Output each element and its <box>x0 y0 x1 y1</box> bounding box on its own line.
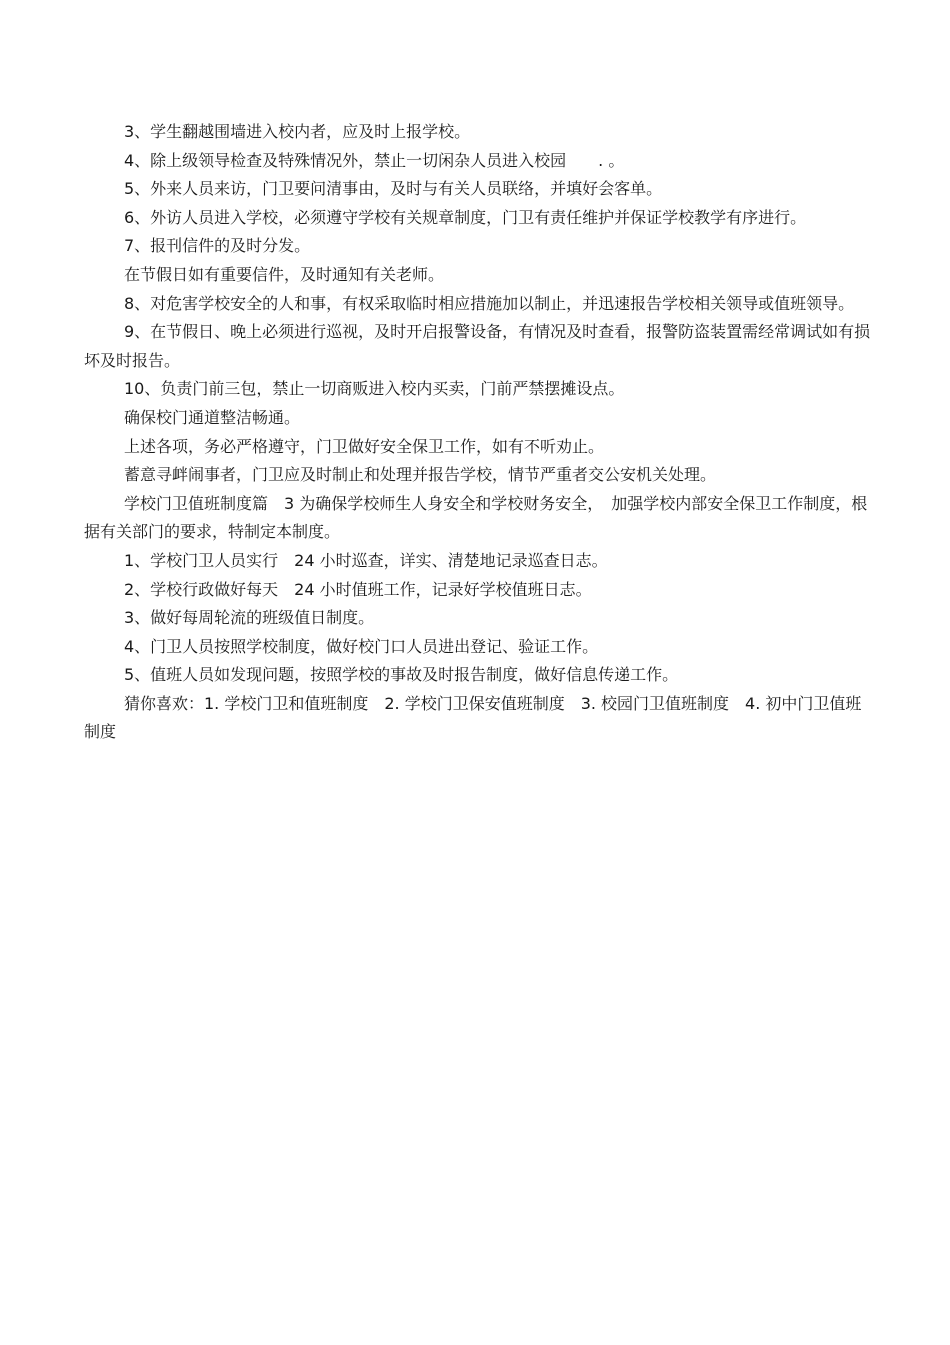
paragraph-duty-3: 3、做好每周轮流的班级值日制度。 <box>124 608 375 628</box>
document-body <box>84 118 874 747</box>
paragraph-item-9: 9、在节假日、晚上必须进行巡视，及时开启报警设备，有情况及时查看，报警防盗装置需经常调试如有损坏及时报告。 <box>84 322 871 370</box>
paragraph-holiday-mail: 在节假日如有重要信件，及时通知有关老师。 <box>124 264 445 284</box>
paragraph-item-10: 10、负责门前三包，禁止一切商贩进入校内买卖，门前严禁摆摊设点。 <box>124 379 625 399</box>
paragraph-duty-5: 5、值班人员如发现问题，按照学校的事故及时报告制度，做好信息传递工作。 <box>124 665 679 685</box>
paragraph-duty-4: 4、门卫人员按照学校制度，做好校门口人员进出登记、验证工作。 <box>124 636 599 656</box>
paragraph-item-6: 6、外访人员进入学校，必须遵守学校有关规章制度，门卫有责任维护并保证学校教学有序进行。 <box>124 207 807 227</box>
paragraph-item-8: 8、对危害学校安全的人和事，有权采取临时相应措施加以制止，并迅速报告学校相关领导或值班领导。 <box>124 293 855 313</box>
paragraph-recommendations: 猜你喜欢：1. 学校门卫和值班制度 2. 学校门卫保安值班制度 3. 校园门卫值班制度 4. 初中门卫值班制度 <box>84 693 862 742</box>
paragraph-troublemakers: 蓄意寻衅闹事者，门卫应及时制止和处理并报告学校，情节严重者交公安机关处理。 <box>124 465 717 485</box>
paragraph-duty-1: 1、学校门卫人员实行 24 小时巡查，详实、清楚地记录巡查日志。 <box>124 550 608 570</box>
paragraph-item-7: 7、报刊信件的及时分发。 <box>124 236 311 256</box>
paragraph-section-3-intro: 学校门卫值班制度篇 3 为确保学校师生人身安全和学校财务安全， 加强学校内部安全保卫工作制度，根据有关部门的要求，特制定本制度。 <box>84 493 868 542</box>
paragraph-item-5: 5、外来人员来访，门卫要问清事由，及时与有关人员联络，并填好会客单。 <box>124 179 663 199</box>
paragraph-duty-2: 2、学校行政做好每天 24 小时值班工作，记录好学校值班日志。 <box>124 579 592 599</box>
paragraph-compliance: 上述各项，务必严格遵守，门卫做好安全保卫工作，如有不听劝止。 <box>124 436 605 456</box>
paragraph-gate-clear: 确保校门通道整洁畅通。 <box>124 407 301 427</box>
paragraph-item-4: 4、除上级领导检查及特殊情况外，禁止一切闲杂人员进入校园 . 。 <box>124 150 625 170</box>
paragraph-item-3: 3、学生翻越围墙进入校内者，应及时上报学校。 <box>124 122 471 141</box>
